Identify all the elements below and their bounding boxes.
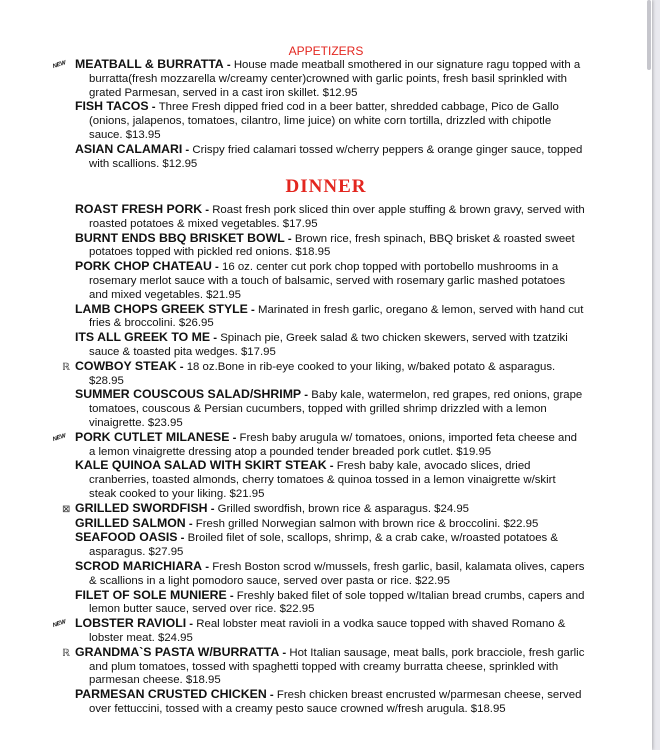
menu-item: BURNT ENDS BBQ BRISKET BOWL - Brown rice, fresh spinach, BBQ brisket & roasted sweet potatoes topped with pickled red onions. $18.95 — [75, 230, 575, 259]
item-description: Brown rice, fresh spinach, BBQ brisket & roasted sweet potatoes topped with pickled red onions. $18.95 — [89, 232, 575, 259]
item-name: PORK CHOP CHATEAU — [75, 259, 212, 274]
item-description: Marinated in fresh garlic, oregano & lemon, served with hand cut fries & broccolini. $26.95 — [89, 303, 584, 330]
menu-item: KALE QUINOA SALAD WITH SKIRT STEAK - Fresh baby kale, avocado slices, dried cranberries, toasted almonds, cherry tomatoes & quinoa tossed in a lemon vinaigrette w/skirt steak cooked to your liking. $21.95 — [75, 458, 556, 500]
item-name: FISH TACOS — [75, 99, 149, 114]
item-name: PARMESAN CRUSTED CHICKEN — [75, 687, 267, 702]
menu-item: SUMMER COUSCOUS SALAD/SHRIMP - Baby kale, watermelon, red grapes, red onions, grape tomatoes, couscous & Persian cucumbers, topped with grilled shrimp drizzled with a lemon vinaigrette. $23.95 — [75, 387, 583, 429]
item-name: SCROD MARICHIARA — [75, 558, 203, 573]
menu-item: FILET OF SOLE MUNIERE - Freshly baked filet of sole topped w/Italian bread crumbs, capers and lemon butter sauce, served over rice. $22.95 — [75, 587, 585, 616]
item-name: SUMMER COUSCOUS SALAD/SHRIMP — [75, 387, 302, 402]
menu-item: ROAST FRESH PORK - Roast fresh pork sliced thin over apple stuffing & brown gravy, served with roasted potatoes & mixed vegetables. $17.95 — [75, 202, 585, 230]
item-description: Fresh baby kale, avocado slices, dried cranberries, toasted almonds, cherry tomatoes & quinoa tossed in a lemon vinaigrette w/skirt steak cooked to your liking. $21.95 — [89, 460, 556, 500]
item-name: KALE QUINOA SALAD WITH SKIRT STEAK — [75, 458, 327, 473]
dinner-heading: DINNER — [285, 176, 367, 197]
menu-item: NEW LOBSTER RAVIOLI - Real lobster meat ravioli in a vodka sauce topped with shaved Romano & lobster meat. $24.95 — [52, 616, 566, 644]
menu-item: ⊠ GRILLED SWORDFISH - Grilled swordfish, brown rice & asparagus. $24.95 — [62, 500, 470, 515]
new-badge-icon: NEW — [52, 432, 67, 443]
item-description: 16 oz. center cut pork chop topped with portobello mushrooms in a rosemary merlot sauce with a touch of balsamic, served with rosemary garlic mashed potatoes and mixed vegetables. $21.95 — [89, 261, 566, 301]
item-description: Baby kale, watermelon, red grapes, red onions, grape tomatoes, couscous & Persian cucumbers, topped with grilled shrimp drizzled with a lemon vinaigrette. $23.95 — [89, 389, 583, 429]
boxed-x-icon: ⊠ — [62, 503, 71, 515]
item-description: Grilled swordfish, brown rice & asparagus. $24.95 — [217, 502, 470, 515]
item-name: MEATBALL & BURRATTA — [75, 57, 224, 71]
item-name: FILET OF SOLE MUNIERE — [75, 587, 227, 602]
menu-item: FISH TACOS - Three Fresh dipped fried cod in a beer batter, shredded cabbage, Pico de Gallo (onions, jalapenos, tomatoes, cilantro, lime juice) on white corn tortilla, drizzled with chipotle sauce. $13.95 — [75, 99, 559, 141]
item-description: House made meatball smothered in our signature ragu topped with a burratta(fresh mozzarella w/creamy center)crowned with garlic points, fresh basil sprinkled with grated Parmesan, served in a cast iron skillet. $12.95 — [89, 59, 581, 99]
item-description: Hot Italian sausage, meat balls, pork bracciole, fresh garlic and plum tomatoes, tossed with spaghetti topped with creamy burratta cheese, sprinkled with parmesan cheese. $18.95 — [89, 646, 585, 687]
item-description: Fresh chicken breast encrusted w/parmesan cheese, served over fettuccini, tossed with a creamy pesto sauce crowned w/fresh arugula. $18.95 — [89, 689, 582, 715]
menu-item: ITS ALL GREEK TO ME - Spinach pie, Greek salad & two chicken skewers, served with tzatziki sauce & toasted pita wedges. $17.95 — [75, 330, 568, 358]
scrollbar[interactable] — [647, 0, 651, 70]
gluten-free-icon: ℝ — [62, 361, 70, 373]
appetizers-list — [52, 57, 585, 171]
menu-item: SEAFOOD OASIS - Broiled filet of sole, scallops, shrimp, & a crab cake, w/roasted potatoes & asparagus. $27.95 — [75, 530, 558, 559]
item-description: Roast fresh pork sliced thin over apple stuffing & brown gravy, served with roasted potatoes & mixed vegetables. $17.95 — [89, 204, 585, 230]
item-description: Spinach pie, Greek salad & two chicken skewers, served with tzatziki sauce & toasted pita wedges. $17.95 — [89, 332, 568, 358]
item-description: Fresh grilled Norwegian salmon with brown rice & broccolini. $22.95 — [195, 517, 539, 530]
item-name: SEAFOOD OASIS — [75, 530, 178, 545]
item-name: LAMB CHOPS GREEK STYLE — [75, 301, 248, 316]
item-name: ITS ALL GREEK TO ME — [75, 330, 211, 345]
dinner-list — [52, 202, 585, 717]
menu-item: ASIAN CALAMARI - Crispy fried calamari tossed w/cherry peppers & orange ginger sauce, topped with scallions. $12.95 — [75, 141, 583, 170]
item-description: Fresh baby arugula w/ tomatoes, onions, imported feta cheese and a lemon vinaigrette dressing atop a pounded tender breaded pork cutlet. $19.95 — [89, 431, 578, 458]
item-name: LOBSTER RAVIOLI — [75, 616, 187, 631]
new-badge-icon: NEW — [52, 619, 67, 630]
item-description: Freshly baked filet of sole topped w/Italian bread crumbs, capers and lemon butter sauce, served over rice. $22.95 — [89, 589, 585, 616]
menu-item: PORK CHOP CHATEAU - 16 oz. center cut pork chop topped with portobello mushrooms in a rosemary merlot sauce with a touch of balsamic, served with rosemary garlic mashed potatoes and mixed vegetables. $21.95 — [75, 259, 566, 301]
item-description: Three Fresh dipped fried cod in a beer batter, shredded cabbage, Pico de Gallo (onions, jalapenos, tomatoes, cilantro, lime juice) on white corn tortilla, drizzled with chipotle sauce. $13.95 — [89, 101, 559, 141]
item-description: Broiled filet of sole, scallops, shrimp, & a crab cake, w/roasted potatoes & asparagus. $27.95 — [89, 532, 558, 559]
menu-item: NEW PORK CUTLET MILANESE - Fresh baby arugula w/ tomatoes, onions, imported feta cheese and a lemon vinaigrette dressing atop a pounded tender breaded pork cutlet. $19.95 — [52, 429, 578, 458]
menu-item: ℝ GRANDMA`S PASTA W/BURRATTA - Hot Italian sausage, meat balls, pork bracciole, fresh garlic and plum tomatoes, tossed with spaghetti topped with creamy burratta cheese, sprinkled with parmesan cheese. $18.95 — [62, 644, 585, 687]
new-badge-icon: NEW — [52, 60, 67, 70]
menu-item: LAMB CHOPS GREEK STYLE - Marinated in fresh garlic, oregano & lemon, served with hand cut fries & broccolini. $26.95 — [75, 301, 584, 330]
item-name: GRANDMA`S PASTA W/BURRATTA — [75, 644, 280, 659]
item-name: BURNT ENDS BBQ BRISKET BOWL — [75, 230, 285, 245]
item-name: ASIAN CALAMARI — [75, 141, 183, 156]
item-name: COWBOY STEAK — [75, 358, 177, 373]
item-description: Fresh Boston scrod w/mussels, fresh garlic, basil, kalamata olives, capers & scallions in a light pomodoro sauce, served over pasta or rice. $22.95 — [89, 560, 585, 587]
item-name: ROAST FRESH PORK — [75, 202, 203, 216]
item-description: 18 oz.Bone in rib-eye cooked to your liking, w/baked potato & asparagus. $28.95 — [89, 360, 556, 387]
item-name: PORK CUTLET MILANESE — [75, 429, 230, 444]
item-description: Real lobster meat ravioli in a vodka sauce topped with shaved Romano & lobster meat. $24.95 — [89, 618, 566, 644]
appetizers-heading: APPETIZERS — [288, 44, 364, 58]
menu-item: ℝ COWBOY STEAK - 18 oz.Bone in rib-eye cooked to your liking, w/baked potato & asparagus. $28.95 — [62, 358, 556, 387]
gluten-free-icon: ℝ — [62, 647, 70, 659]
menu-item: PARMESAN CRUSTED CHICKEN - Fresh chicken breast encrusted w/parmesan cheese, served over fettuccini, tossed with a creamy pesto sauce crowned w/fresh arugula. $18.95 — [75, 687, 582, 715]
item-name: GRILLED SALMON — [75, 515, 186, 530]
menu-item: GRILLED SALMON - Fresh grilled Norwegian salmon with brown rice & broccolini. $22.95 — [75, 515, 539, 530]
menu-item: NEW MEATBALL & BURRATTA - House made meatball smothered in our signature ragu topped with a burratta(fresh mozzarella w/creamy center)crowned with garlic points, fresh basil sprinkled with grated Parmesan, served in a cast iron skillet. $12.95 — [52, 57, 581, 99]
item-description: Crispy fried calamari tossed w/cherry peppers & orange ginger sauce, topped with scallions. $12.95 — [89, 143, 583, 170]
item-name: GRILLED SWORDFISH — [75, 500, 208, 515]
menu-item: SCROD MARICHIARA - Fresh Boston scrod w/mussels, fresh garlic, basil, kalamata olives, capers & scallions in a light pomodoro sauce, served over pasta or rice. $22.95 — [75, 558, 585, 587]
